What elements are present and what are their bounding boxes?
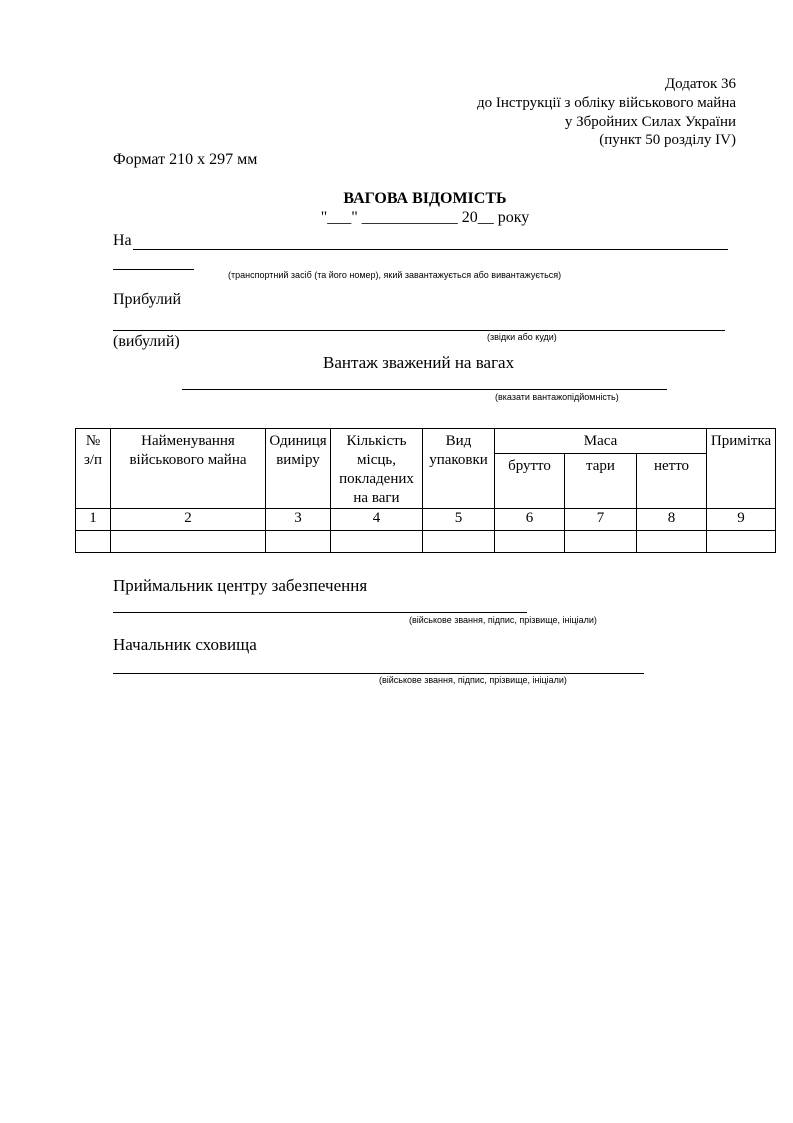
table-cell[interactable] bbox=[266, 531, 331, 553]
column-number: 1 bbox=[76, 509, 111, 531]
table-cell[interactable] bbox=[76, 531, 111, 553]
vehicle-field-line-2[interactable] bbox=[113, 269, 194, 270]
table-cell[interactable] bbox=[707, 531, 776, 553]
weight-table bbox=[75, 428, 776, 553]
column-number-row bbox=[76, 509, 776, 531]
table-row bbox=[76, 531, 776, 553]
appendix-ref-line: до Інструкції з обліку військового майна bbox=[477, 95, 736, 111]
header-mass: Маса bbox=[495, 429, 707, 454]
header-net: нетто bbox=[637, 454, 707, 509]
from-to-caption: (звідки або куди) bbox=[487, 332, 557, 342]
appendix-ref-line: у Збройних Силах України bbox=[564, 114, 736, 130]
departed-label: (вибулий) bbox=[113, 333, 180, 350]
header-unit: Одиниця виміру bbox=[266, 429, 331, 509]
table-cell[interactable] bbox=[111, 531, 266, 553]
vehicle-field-line[interactable] bbox=[133, 249, 728, 250]
cargo-label: Вантаж зважений на вагах bbox=[323, 353, 515, 372]
column-number: 9 bbox=[707, 509, 776, 531]
column-number: 5 bbox=[423, 509, 495, 531]
appendix-number: Додаток 36 bbox=[664, 76, 736, 92]
column-number: 7 bbox=[565, 509, 637, 531]
receiver-signature-line[interactable] bbox=[113, 612, 527, 613]
column-number: 8 bbox=[637, 509, 707, 531]
capacity-field-line[interactable] bbox=[182, 389, 667, 390]
header-number: № з/п bbox=[76, 429, 111, 509]
table-cell[interactable] bbox=[495, 531, 565, 553]
capacity-caption: (вказати вантажопідйомність) bbox=[495, 392, 619, 402]
table-cell[interactable] bbox=[331, 531, 423, 553]
receiver-caption: (військове звання, підпис, прізвище, ініціали) bbox=[409, 615, 597, 625]
storage-caption: (військове звання, підпис, прізвище, ініціали) bbox=[379, 675, 567, 685]
table-cell[interactable] bbox=[565, 531, 637, 553]
column-number: 2 bbox=[111, 509, 266, 531]
header-name: Найменування військового майна bbox=[111, 429, 266, 509]
column-number: 6 bbox=[495, 509, 565, 531]
date-line: "___" ____________ 20__ року bbox=[320, 209, 530, 226]
from-to-field-line[interactable] bbox=[113, 330, 725, 331]
document-title: ВАГОВА ВІДОМІСТЬ bbox=[343, 190, 507, 207]
format-label: Формат 210 х 297 мм bbox=[113, 151, 258, 168]
storage-signature-line[interactable] bbox=[113, 673, 644, 674]
column-number: 3 bbox=[266, 509, 331, 531]
header-quantity: Кількість місць, покладених на ваги bbox=[331, 429, 423, 509]
header-tare: тари bbox=[565, 454, 637, 509]
vehicle-caption: (транспортний засіб (та його номер), який завантажується або вивантажується) bbox=[228, 270, 562, 280]
table-cell[interactable] bbox=[637, 531, 707, 553]
appendix-ref-line: (пункт 50 розділу IV) bbox=[599, 132, 736, 148]
header-gross: брутто bbox=[495, 454, 565, 509]
receiver-label: Приймальник центру забезпечення bbox=[113, 576, 368, 595]
na-label: На bbox=[113, 232, 132, 249]
header-package: Вид упаковки bbox=[423, 429, 495, 509]
column-number: 4 bbox=[331, 509, 423, 531]
header-note: Примітка bbox=[707, 429, 776, 509]
table-cell[interactable] bbox=[423, 531, 495, 553]
storage-label: Начальник сховища bbox=[113, 635, 257, 654]
arrived-label: Прибулий bbox=[113, 291, 182, 308]
